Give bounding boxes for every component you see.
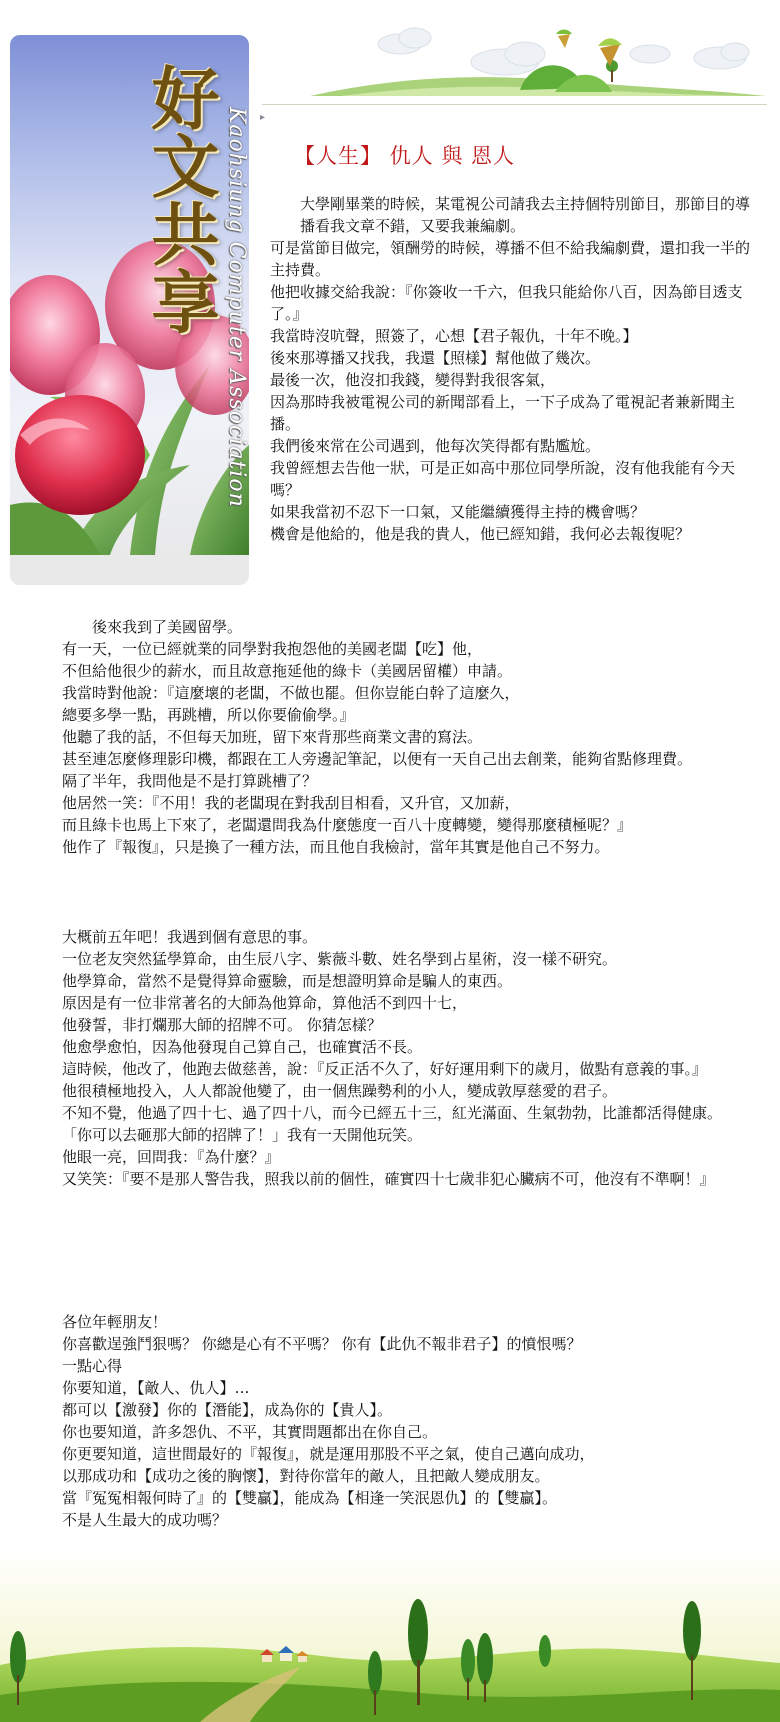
- paragraph-line: 機會是他給的，他是我的貴人，他已經知錯，我何必去報復呢？: [270, 525, 691, 543]
- paragraph-line: 你更要知道，這世間最好的『報復』，就是運用那股不平之氣，使自己邁向成功，: [62, 1445, 595, 1463]
- paragraph-line: 當『冤冤相報何時了』的【雙贏】，能成為【相逢一笑泯恩仇】的【雙贏】。: [62, 1489, 558, 1507]
- paragraph-line: 而且綠卡也馬上下來了，老闆還問我為什麼態度一百八十度轉變，變得那麼積極呢？』: [62, 816, 633, 834]
- paragraph-line: 如果我當初不忍下一口氣，又能繼續獲得主持的機會嗎？: [270, 503, 646, 521]
- article-intro: [270, 193, 760, 545]
- header-landscape: [250, 0, 780, 112]
- paragraph-line: 他把收據交給我說：『你簽收一千六，但我只能給你八百，因為節目透支了。』: [270, 283, 743, 323]
- paragraph-line: 他很積極地投入，人人都說他變了，由一個焦躁勢利的小人，變成敦厚慈愛的君子。: [62, 1082, 618, 1100]
- banner-title: 好文共享: [140, 63, 220, 335]
- paragraph-line: 他聽了我的話，不但每天加班，留下來背那些商業文書的寫法。: [62, 728, 483, 746]
- paragraph-line: 你喜歡逞強鬥狠嗎？ 你總是心有不平嗎？ 你有【此仇不報非君子】的憤恨嗎？: [62, 1335, 582, 1353]
- paragraph-line: 你也要知道，許多怨仇、不平，其實問題都出在你自己。: [62, 1423, 438, 1441]
- paragraph-line: 一位老友突然猛學算命，由生辰八字、紫薇斗數、姓名學到占星術，沒一樣不研究。: [62, 950, 618, 968]
- banner-card: [10, 35, 249, 585]
- paragraph-line: 這時候，他改了，他跑去做慈善，說：『反正活不久了，好好運用剩下的歲月，做點有意義的事。』: [62, 1060, 708, 1078]
- header-divider: [262, 104, 767, 105]
- paragraph-line: 大學剛畢業的時候，某電視公司請我去主持個特別節目，那節目的導播看我文章不錯，又要我兼編劇。: [300, 195, 751, 235]
- paragraph-line: 你要知道，【敵人、仇人】…: [62, 1379, 250, 1397]
- paragraph-line: 他學算命，當然不是覺得算命靈驗，而是想證明算命是騙人的東西。: [62, 972, 513, 990]
- article-section-2: [62, 616, 732, 858]
- paragraph-line: 我當時沒吭聲，照簽了，心想【君子報仇，十年不晚。】: [270, 327, 638, 345]
- triangle-bullet-icon: ▸: [260, 112, 266, 123]
- paragraph-line: 不知不覺，他過了四十七、過了四十八，而今已經五十三，紅光滿面、生氣勃勃，比誰都活得健康。: [62, 1104, 723, 1122]
- article-section-4: [62, 1311, 732, 1531]
- paragraph-line: 後來那導播又找我，我還【照樣】幫他做了幾次。: [270, 349, 601, 367]
- banner-footer-strip: [10, 555, 249, 585]
- paragraph-line: 大概前五年吧！我遇到個有意思的事。: [62, 928, 318, 946]
- paragraph-line: 不但給他很少的薪水，而且故意拖延他的綠卡（美國居留權）申請。: [62, 662, 513, 680]
- paragraph-line: 他眼一亮，回問我：『為什麼？』: [62, 1148, 280, 1166]
- paragraph-line: 我們後來常在公司遇到，他每次笑得都有點尷尬。: [270, 437, 601, 455]
- paragraph-line: 原因是有一位非常著名的大師為他算命，算他活不到四十七，: [62, 994, 468, 1012]
- paragraph-line: 甚至連怎麼修理影印機，都跟在工人旁邊記筆記，以便有一天自己出去創業，能夠省點修理費。: [62, 750, 693, 768]
- paragraph-line: 後來我到了美國留學。: [92, 618, 243, 636]
- paragraph-line: 總要多學一點，再跳槽，所以你要偷偷學。』: [62, 706, 355, 724]
- paragraph-line: 最後一次，他沒扣我錢，變得對我很客氣，: [270, 371, 556, 389]
- banner-subtitle: Kaohsiung Computer Association: [224, 107, 249, 508]
- footer-landscape: [0, 1545, 780, 1722]
- article-title: 【人生】 仇人 與 恩人: [294, 144, 516, 168]
- paragraph-line: 他發誓，非打爛那大師的招牌不可。 你猜怎樣？: [62, 1016, 382, 1034]
- paragraph-line: 一點心得: [62, 1357, 123, 1375]
- paragraph-line: 以那成功和【成功之後的胸懷】，對待你當年的敵人，且把敵人變成朋友。: [62, 1467, 550, 1485]
- paragraph-line: 「你可以去砸那大師的招牌了！」我有一天開他玩笑。: [62, 1126, 423, 1144]
- article-section-3: [62, 926, 732, 1190]
- paragraph-line: 我當時對他說：『這麼壞的老闆，不做也罷。但你豈能白幹了這麼久，: [62, 684, 520, 702]
- paragraph-line: 不是人生最大的成功嗎？: [62, 1511, 228, 1529]
- paragraph-line: 有一天，一位已經就業的同學對我抱怨他的美國老闆【吃】他，: [62, 640, 483, 658]
- paragraph-line: 各位年輕朋友！: [62, 1313, 168, 1331]
- paragraph-line: 又笑笑：『要不是那人警告我，照我以前的個性，確實四十七歲非犯心臟病不可，他沒有不準啊！』: [62, 1170, 715, 1188]
- paragraph-line: 他居然一笑：『不用！我的老闆現在對我刮目相看，又升官，又加薪，: [62, 794, 520, 812]
- paragraph-line: 我曾經想去告他一狀，可是正如高中那位同學所說，沒有他我能有今天嗎？: [270, 459, 736, 499]
- paragraph-line: 因為那時我被電視公司的新聞部看上，一下子成為了電視記者兼新聞主播。: [270, 393, 736, 433]
- paragraph-line: 他作了『報復』，只是換了一種方法，而且他自我檢討，當年其實是他自己不努力。: [62, 838, 610, 856]
- paragraph-line: 隔了半年，我問他是不是打算跳槽了？: [62, 772, 318, 790]
- paragraph-line: 都可以【激發】你的【潛能】，成為你的【貴人】。: [62, 1401, 393, 1419]
- paragraph-line: 他愈學愈怕，因為他發現自己算自己，也確實活不長。: [62, 1038, 423, 1056]
- paragraph-line: 可是當節目做完，領酬勞的時候，導播不但不給我編劇費，還扣我一半的主持費。: [270, 239, 751, 279]
